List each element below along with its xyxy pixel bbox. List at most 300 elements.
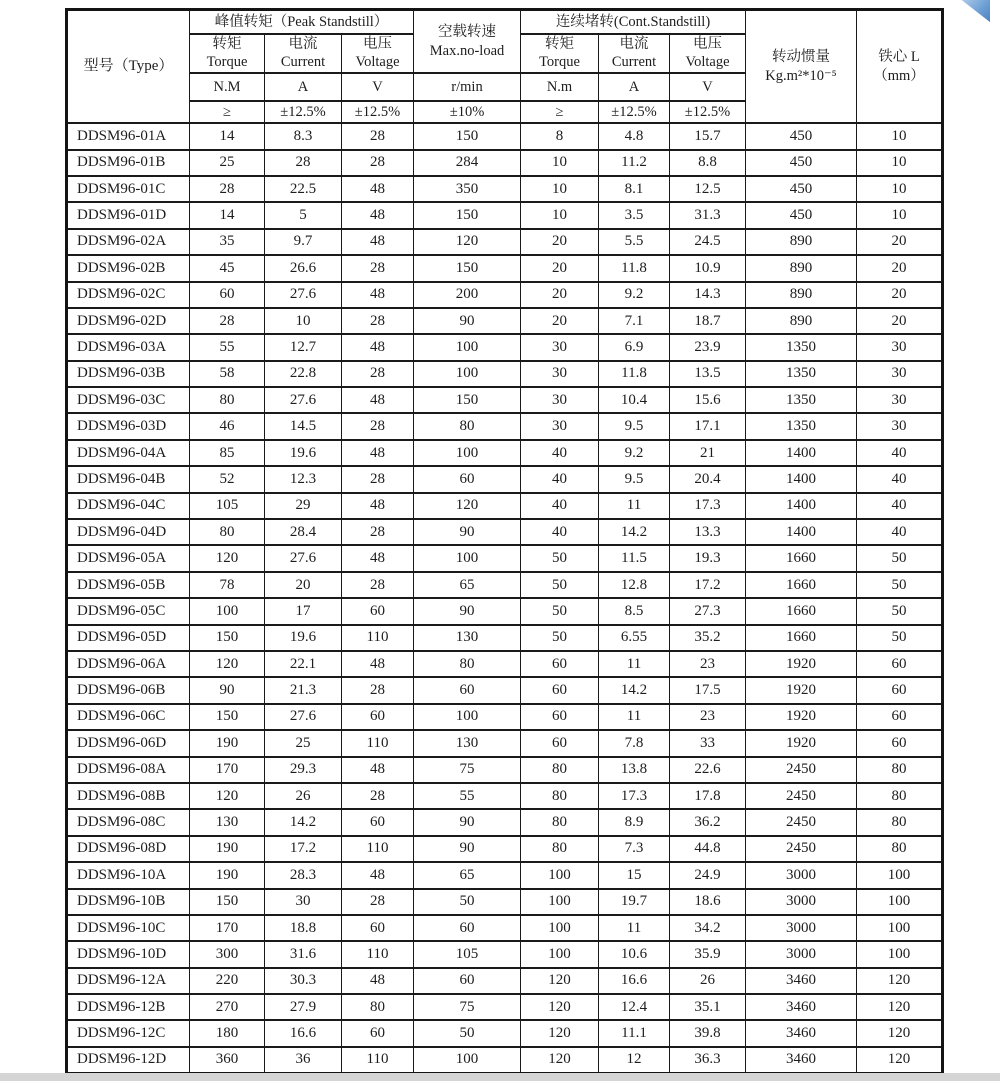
value-cell: 360 [190,1047,265,1073]
value-cell: 24.9 [670,862,746,888]
value-cell: 110 [342,941,414,967]
model-cell: DDSM96-08D [67,836,190,862]
value-cell: 450 [746,123,857,149]
col-header-noload-speed [414,10,521,74]
value-cell: 10 [521,202,599,228]
value-cell: 28 [342,466,414,492]
value-cell: 23 [670,704,746,730]
table-row [67,809,943,835]
value-cell: 150 [414,202,521,228]
model-cell: DDSM96-03B [67,361,190,387]
value-cell: 9.5 [599,413,670,439]
table-row [67,941,943,967]
value-cell: 30 [265,889,342,915]
value-cell: 17.3 [670,493,746,519]
table-row [67,334,943,360]
value-cell: 25 [265,730,342,756]
value-cell: 120 [521,1047,599,1073]
torque-label-en: Torque [206,54,248,71]
value-cell: 40 [521,466,599,492]
value-cell: 90 [414,836,521,862]
value-cell: 16.6 [265,1020,342,1046]
value-cell: 1920 [746,730,857,756]
value-cell: 10.6 [599,941,670,967]
value-cell: 28 [342,519,414,545]
value-cell: 12.7 [265,334,342,360]
voltage-label-cn: 电压 [363,35,392,52]
unit-peak-voltage: V [342,73,414,101]
table-row [67,123,943,149]
value-cell: 120 [857,1020,943,1046]
value-cell: 890 [746,282,857,308]
value-cell: 60 [857,651,943,677]
value-cell: 5.5 [599,229,670,255]
value-cell: 50 [521,598,599,624]
value-cell: 3460 [746,1047,857,1073]
noload-label-cn: 空载转速 [438,23,497,40]
value-cell: 28 [342,308,414,334]
unit-cont-voltage: V [670,73,746,101]
current-label-cn: 电流 [288,35,318,52]
value-cell: 350 [414,176,521,202]
value-cell: 60 [521,730,599,756]
value-cell: 270 [190,994,265,1020]
value-cell: 85 [190,440,265,466]
tolerance-peak-torque: ≥ [190,101,265,123]
value-cell: 28 [342,783,414,809]
value-cell: 50 [521,572,599,598]
value-cell: 30 [521,387,599,413]
value-cell: 170 [190,757,265,783]
table-row [67,730,943,756]
value-cell: 20 [521,282,599,308]
value-cell: 50 [857,598,943,624]
value-cell: 44.8 [670,836,746,862]
inertia-label-unit: Kg.m²*10⁻⁵ [765,67,837,84]
model-cell: DDSM96-04A [67,440,190,466]
value-cell: 48 [342,202,414,228]
value-cell: 10 [857,123,943,149]
value-cell: 6.9 [599,334,670,360]
table-row [67,1047,943,1073]
value-cell: 26 [670,968,746,994]
model-cell: DDSM96-02A [67,229,190,255]
value-cell: 11 [599,493,670,519]
value-cell: 220 [190,968,265,994]
value-cell: 170 [190,915,265,941]
model-cell: DDSM96-08A [67,757,190,783]
value-cell: 36.3 [670,1047,746,1073]
value-cell: 1920 [746,704,857,730]
value-cell: 20 [857,229,943,255]
value-cell: 30 [857,361,943,387]
value-cell: 80 [190,387,265,413]
table-row [67,598,943,624]
value-cell: 90 [190,677,265,703]
model-cell: DDSM96-02D [67,308,190,334]
value-cell: 450 [746,202,857,228]
motor-spec-table [65,8,944,1075]
value-cell: 11 [599,704,670,730]
value-cell: 60 [414,968,521,994]
noload-label-en: Max.no-load [429,42,505,59]
value-cell: 30 [521,334,599,360]
tolerance-cont-voltage: ±12.5% [670,101,746,123]
value-cell: 120 [857,1047,943,1073]
value-cell: 120 [857,994,943,1020]
table-row [67,651,943,677]
value-cell: 9.2 [599,440,670,466]
value-cell: 80 [857,809,943,835]
model-cell: DDSM96-03D [67,413,190,439]
value-cell: 13.3 [670,519,746,545]
table-row [67,862,943,888]
value-cell: 150 [414,387,521,413]
value-cell: 190 [190,836,265,862]
value-cell: 1920 [746,677,857,703]
value-cell: 60 [190,282,265,308]
col-header-cont-current [599,34,670,74]
model-cell: DDSM96-10D [67,941,190,967]
value-cell: 1350 [746,413,857,439]
table-row [67,493,943,519]
value-cell: 35.9 [670,941,746,967]
model-cell: DDSM96-06C [67,704,190,730]
value-cell: 14 [190,123,265,149]
value-cell: 110 [342,1047,414,1073]
unit-peak-current: A [265,73,342,101]
value-cell: 27.9 [265,994,342,1020]
value-cell: 28.3 [265,862,342,888]
value-cell: 33 [670,730,746,756]
value-cell: 16.6 [599,968,670,994]
value-cell: 20 [265,572,342,598]
table-row [67,836,943,862]
table-row [67,176,943,202]
value-cell: 80 [857,783,943,809]
value-cell: 20 [521,308,599,334]
value-cell: 130 [414,625,521,651]
tolerance-peak-current: ±12.5% [265,101,342,123]
value-cell: 100 [414,440,521,466]
value-cell: 17.3 [599,783,670,809]
value-cell: 48 [342,282,414,308]
model-cell: DDSM96-06B [67,677,190,703]
table-row [67,308,943,334]
model-cell: DDSM96-05A [67,545,190,571]
header-group-row [67,10,943,34]
col-group-cont-standstill: 连续堵转(Cont.Standstill) [521,10,746,34]
value-cell: 20 [521,255,599,281]
value-cell: 45 [190,255,265,281]
table-row [67,994,943,1020]
col-group-peak-standstill: 峰值转矩（Peak Standstill） [190,10,414,34]
value-cell: 284 [414,150,521,176]
value-cell: 48 [342,757,414,783]
value-cell: 60 [342,598,414,624]
value-cell: 12.8 [599,572,670,598]
value-cell: 48 [342,545,414,571]
value-cell: 28 [342,361,414,387]
spec-table-body [67,123,943,1073]
value-cell: 8.9 [599,809,670,835]
value-cell: 105 [414,941,521,967]
value-cell: 29.3 [265,757,342,783]
value-cell: 20.4 [670,466,746,492]
value-cell: 36 [265,1047,342,1073]
model-cell: DDSM96-12A [67,968,190,994]
col-header-core-length [857,10,943,124]
value-cell: 48 [342,862,414,888]
model-cell: DDSM96-06A [67,651,190,677]
value-cell: 11.5 [599,545,670,571]
col-header-peak-torque [190,34,265,74]
value-cell: 60 [414,677,521,703]
value-cell: 200 [414,282,521,308]
value-cell: 28 [342,677,414,703]
value-cell: 34.2 [670,915,746,941]
value-cell: 890 [746,308,857,334]
model-cell: DDSM96-03C [67,387,190,413]
value-cell: 20 [857,308,943,334]
value-cell: 17.2 [670,572,746,598]
value-cell: 3000 [746,889,857,915]
model-cell: DDSM96-04D [67,519,190,545]
value-cell: 19.7 [599,889,670,915]
value-cell: 14.2 [599,519,670,545]
value-cell: 18.6 [670,889,746,915]
value-cell: 1350 [746,334,857,360]
value-cell: 60 [342,1020,414,1046]
table-row [67,519,943,545]
cursor-icon [961,0,990,24]
value-cell: 28 [342,255,414,281]
value-cell: 30 [521,361,599,387]
current-label-en: Current [280,54,326,71]
value-cell: 50 [857,545,943,571]
model-cell: DDSM96-10B [67,889,190,915]
value-cell: 14.5 [265,413,342,439]
model-cell: DDSM96-08B [67,783,190,809]
torque-label-cn: 转矩 [545,35,575,52]
value-cell: 110 [342,625,414,651]
value-cell: 8.8 [670,150,746,176]
value-cell: 46 [190,413,265,439]
core-label-unit: （mm） [873,67,925,84]
col-header-cont-torque [521,34,599,74]
value-cell: 58 [190,361,265,387]
model-cell: DDSM96-05C [67,598,190,624]
value-cell: 18.7 [670,308,746,334]
value-cell: 150 [190,625,265,651]
value-cell: 21 [670,440,746,466]
value-cell: 27.6 [265,282,342,308]
value-cell: 24.5 [670,229,746,255]
value-cell: 40 [521,440,599,466]
value-cell: 27.6 [265,545,342,571]
value-cell: 80 [342,994,414,1020]
model-cell: DDSM96-04B [67,466,190,492]
value-cell: 100 [414,361,521,387]
table-row [67,757,943,783]
value-cell: 100 [521,862,599,888]
table-row [67,440,943,466]
value-cell: 12.5 [670,176,746,202]
value-cell: 80 [521,757,599,783]
model-cell: DDSM96-12B [67,994,190,1020]
value-cell: 55 [414,783,521,809]
value-cell: 2450 [746,757,857,783]
value-cell: 80 [521,809,599,835]
model-cell: DDSM96-12C [67,1020,190,1046]
value-cell: 14 [190,202,265,228]
value-cell: 28 [265,150,342,176]
value-cell: 1920 [746,651,857,677]
value-cell: 20 [857,282,943,308]
value-cell: 14.2 [599,677,670,703]
value-cell: 100 [857,915,943,941]
value-cell: 100 [857,941,943,967]
value-cell: 10 [857,176,943,202]
value-cell: 80 [521,783,599,809]
value-cell: 48 [342,493,414,519]
table-row [67,545,943,571]
value-cell: 31.3 [670,202,746,228]
value-cell: 13.5 [670,361,746,387]
value-cell: 19.6 [265,625,342,651]
value-cell: 8 [521,123,599,149]
unit-cont-current: A [599,73,670,101]
value-cell: 48 [342,176,414,202]
value-cell: 300 [190,941,265,967]
value-cell: 60 [857,677,943,703]
value-cell: 100 [414,704,521,730]
value-cell: 14.2 [265,809,342,835]
value-cell: 450 [746,176,857,202]
value-cell: 9.5 [599,466,670,492]
value-cell: 3460 [746,1020,857,1046]
value-cell: 25 [190,150,265,176]
value-cell: 10 [857,150,943,176]
tolerance-peak-voltage: ±12.5% [342,101,414,123]
value-cell: 3000 [746,862,857,888]
inertia-label-cn: 转动惯量 [772,48,831,65]
value-cell: 60 [521,651,599,677]
value-cell: 28.4 [265,519,342,545]
value-cell: 10.9 [670,255,746,281]
value-cell: 10 [265,308,342,334]
value-cell: 3460 [746,968,857,994]
table-row [67,466,943,492]
value-cell: 3000 [746,941,857,967]
value-cell: 9.7 [265,229,342,255]
value-cell: 22.5 [265,176,342,202]
value-cell: 22.8 [265,361,342,387]
voltage-label-en: Voltage [355,54,400,71]
value-cell: 100 [414,334,521,360]
value-cell: 48 [342,651,414,677]
value-cell: 65 [414,862,521,888]
value-cell: 2450 [746,783,857,809]
table-row [67,677,943,703]
value-cell: 3.5 [599,202,670,228]
model-cell: DDSM96-12D [67,1047,190,1073]
value-cell: 20 [857,255,943,281]
value-cell: 90 [414,519,521,545]
value-cell: 180 [190,1020,265,1046]
value-cell: 120 [521,1020,599,1046]
value-cell: 890 [746,229,857,255]
value-cell: 10 [521,150,599,176]
value-cell: 3000 [746,915,857,941]
value-cell: 30 [521,413,599,439]
voltage-label-en: Voltage [685,54,730,71]
tolerance-cont-torque: ≥ [521,101,599,123]
model-cell: DDSM96-01A [67,123,190,149]
value-cell: 28 [190,176,265,202]
table-row [67,387,943,413]
value-cell: 48 [342,387,414,413]
page-bottom-edge [0,1073,1000,1081]
value-cell: 7.8 [599,730,670,756]
model-cell: DDSM96-04C [67,493,190,519]
core-label-cn: 铁心 L [878,48,920,65]
value-cell: 105 [190,493,265,519]
value-cell: 19.6 [265,440,342,466]
value-cell: 100 [857,889,943,915]
value-cell: 26 [265,783,342,809]
col-header-inertia [746,10,857,124]
value-cell: 60 [521,704,599,730]
value-cell: 100 [521,889,599,915]
current-label-en: Current [611,54,657,71]
value-cell: 23 [670,651,746,677]
model-cell: DDSM96-05B [67,572,190,598]
value-cell: 120 [521,968,599,994]
value-cell: 60 [857,730,943,756]
value-cell: 22.6 [670,757,746,783]
table-row [67,413,943,439]
value-cell: 120 [414,229,521,255]
value-cell: 8.5 [599,598,670,624]
value-cell: 55 [190,334,265,360]
value-cell: 150 [414,255,521,281]
value-cell: 23.9 [670,334,746,360]
value-cell: 7.1 [599,308,670,334]
value-cell: 15.7 [670,123,746,149]
value-cell: 13.8 [599,757,670,783]
value-cell: 22.1 [265,651,342,677]
value-cell: 1400 [746,493,857,519]
table-row [67,202,943,228]
model-cell: DDSM96-03A [67,334,190,360]
value-cell: 52 [190,466,265,492]
value-cell: 40 [857,440,943,466]
value-cell: 35.1 [670,994,746,1020]
value-cell: 60 [342,809,414,835]
value-cell: 17.1 [670,413,746,439]
value-cell: 12 [599,1047,670,1073]
value-cell: 27.6 [265,704,342,730]
value-cell: 10.4 [599,387,670,413]
value-cell: 14.3 [670,282,746,308]
value-cell: 11.1 [599,1020,670,1046]
value-cell: 100 [414,545,521,571]
value-cell: 1400 [746,519,857,545]
value-cell: 80 [857,757,943,783]
value-cell: 100 [857,862,943,888]
value-cell: 100 [190,598,265,624]
